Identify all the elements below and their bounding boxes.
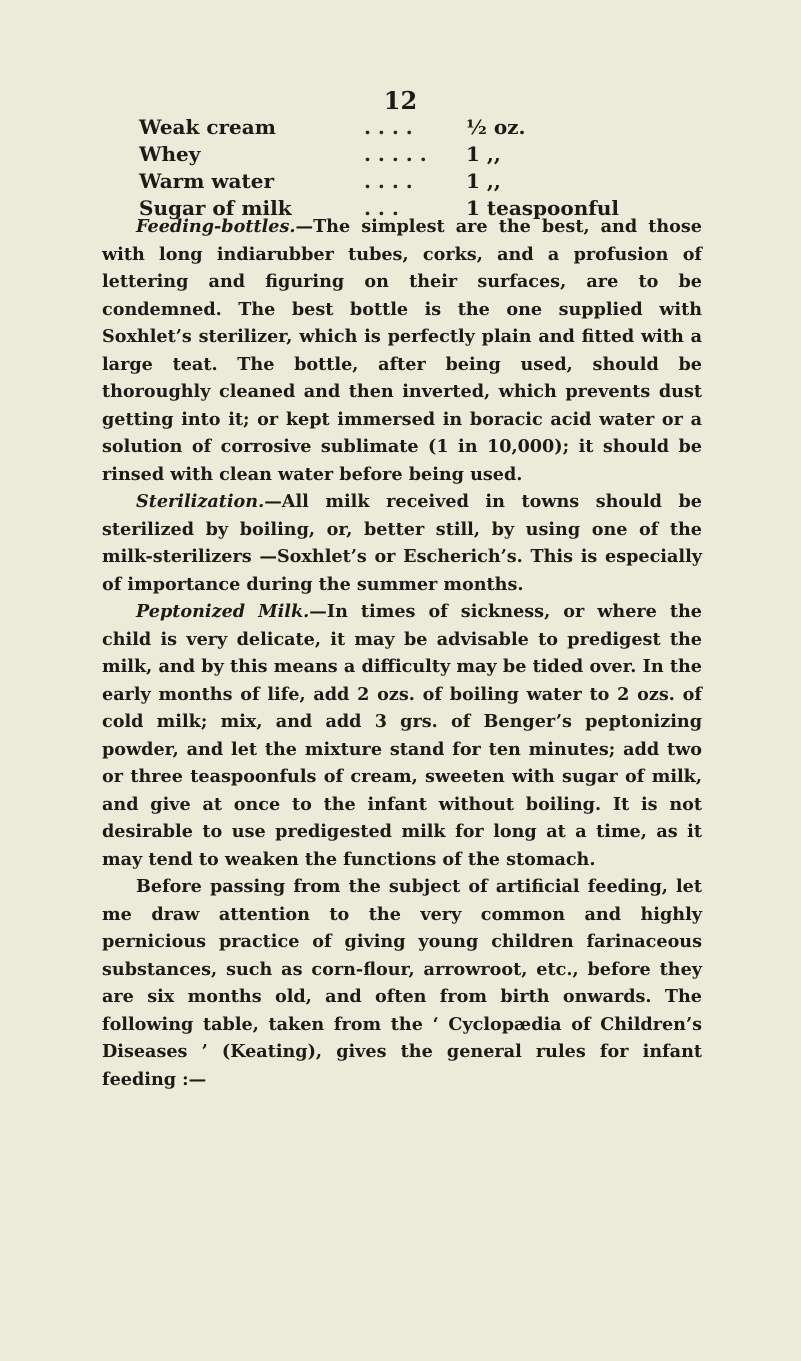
recipe-ingredient: Weak cream	[139, 115, 276, 139]
recipe-leader-dots: . . . .	[364, 115, 413, 139]
paragraph-title: Peptonized Milk.	[136, 601, 310, 622]
paragraph-feeding-bottles	[102, 213, 702, 488]
recipe-ingredient: Whey	[139, 142, 201, 166]
page-number: 12	[383, 86, 418, 115]
recipe-leader-dots: . . .	[364, 196, 399, 220]
recipe-list	[139, 114, 699, 222]
recipe-quantity: ½ oz.	[466, 115, 526, 139]
paragraph-text: —In times of sickness, or where the child is very delicate, it may be advisable to predigest the milk, and by this means a difficulty may be tided over. In the early months of life, add 2 ozs. of boiling water to 2 ozs. of cold milk; mix, and add 3 grs. of Benger’s peptonizing powder, and let the mixture stand for ten minutes; add two or three teaspoonfuls of cream, sweeten with sugar of milk, and give at once to the infant without boiling. It is not desirable to use predigested milk for long at a time, as it may tend to weaken the functions of the stomach.	[102, 601, 702, 870]
paragraph-text: —All milk received in towns should be sterilized by boiling, or, better still, by using one of the milk-sterilizers —Soxhlet’s or Escherich’s. This is especially of importance during the summer months.	[102, 491, 702, 595]
paragraph-peptonized-milk	[102, 598, 702, 873]
recipe-ingredient: Warm water	[139, 169, 275, 193]
paragraph-farinaceous	[102, 873, 702, 1093]
recipe-leader-dots: . . . .	[364, 169, 413, 193]
recipe-ingredient: Sugar of milk	[139, 196, 292, 220]
paragraph-sterilization	[102, 488, 702, 598]
recipe-quantity: 1 ,,	[466, 142, 501, 166]
paragraph-title: Feeding-bottles.	[136, 216, 296, 237]
recipe-quantity: 1 ,,	[466, 169, 501, 193]
recipe-row	[139, 168, 699, 195]
recipe-quantity: 1 teaspoonful	[466, 196, 620, 220]
body-text	[102, 213, 702, 1093]
recipe-leader-dots: . . . . .	[364, 142, 427, 166]
paragraph-title: Sterilization.	[136, 491, 265, 512]
paragraph-text: Before passing from the subject of artificial feeding, let me draw attention to the very common and highly pernicious practice of giving young children farinaceous substances, such as corn-flour, arrowroot, etc., before they are six months old, and often from birth onwards. The following table, taken from the ‘ Cyclopædia of Children’s Diseases ’ (Keating), gives the general rules for infant feeding :—	[102, 876, 702, 1090]
paragraph-text: —The simplest are the best, and those with long indiarubber tubes, corks, and a profusion of lettering and figuring on their surfaces, are to be condemned. The best bottle is the one supplied with Soxhlet’s sterilizer, which is perfectly plain and fitted with a large teat. The bottle, after being used, should be thoroughly cleaned and then inverted, which prevents dust getting into it; or kept immersed in boracic acid water or a solution of corrosive sublimate (1 in 10,000); it should be rinsed with clean water before being used.	[102, 216, 702, 485]
recipe-row	[139, 114, 699, 141]
recipe-row	[139, 141, 699, 168]
